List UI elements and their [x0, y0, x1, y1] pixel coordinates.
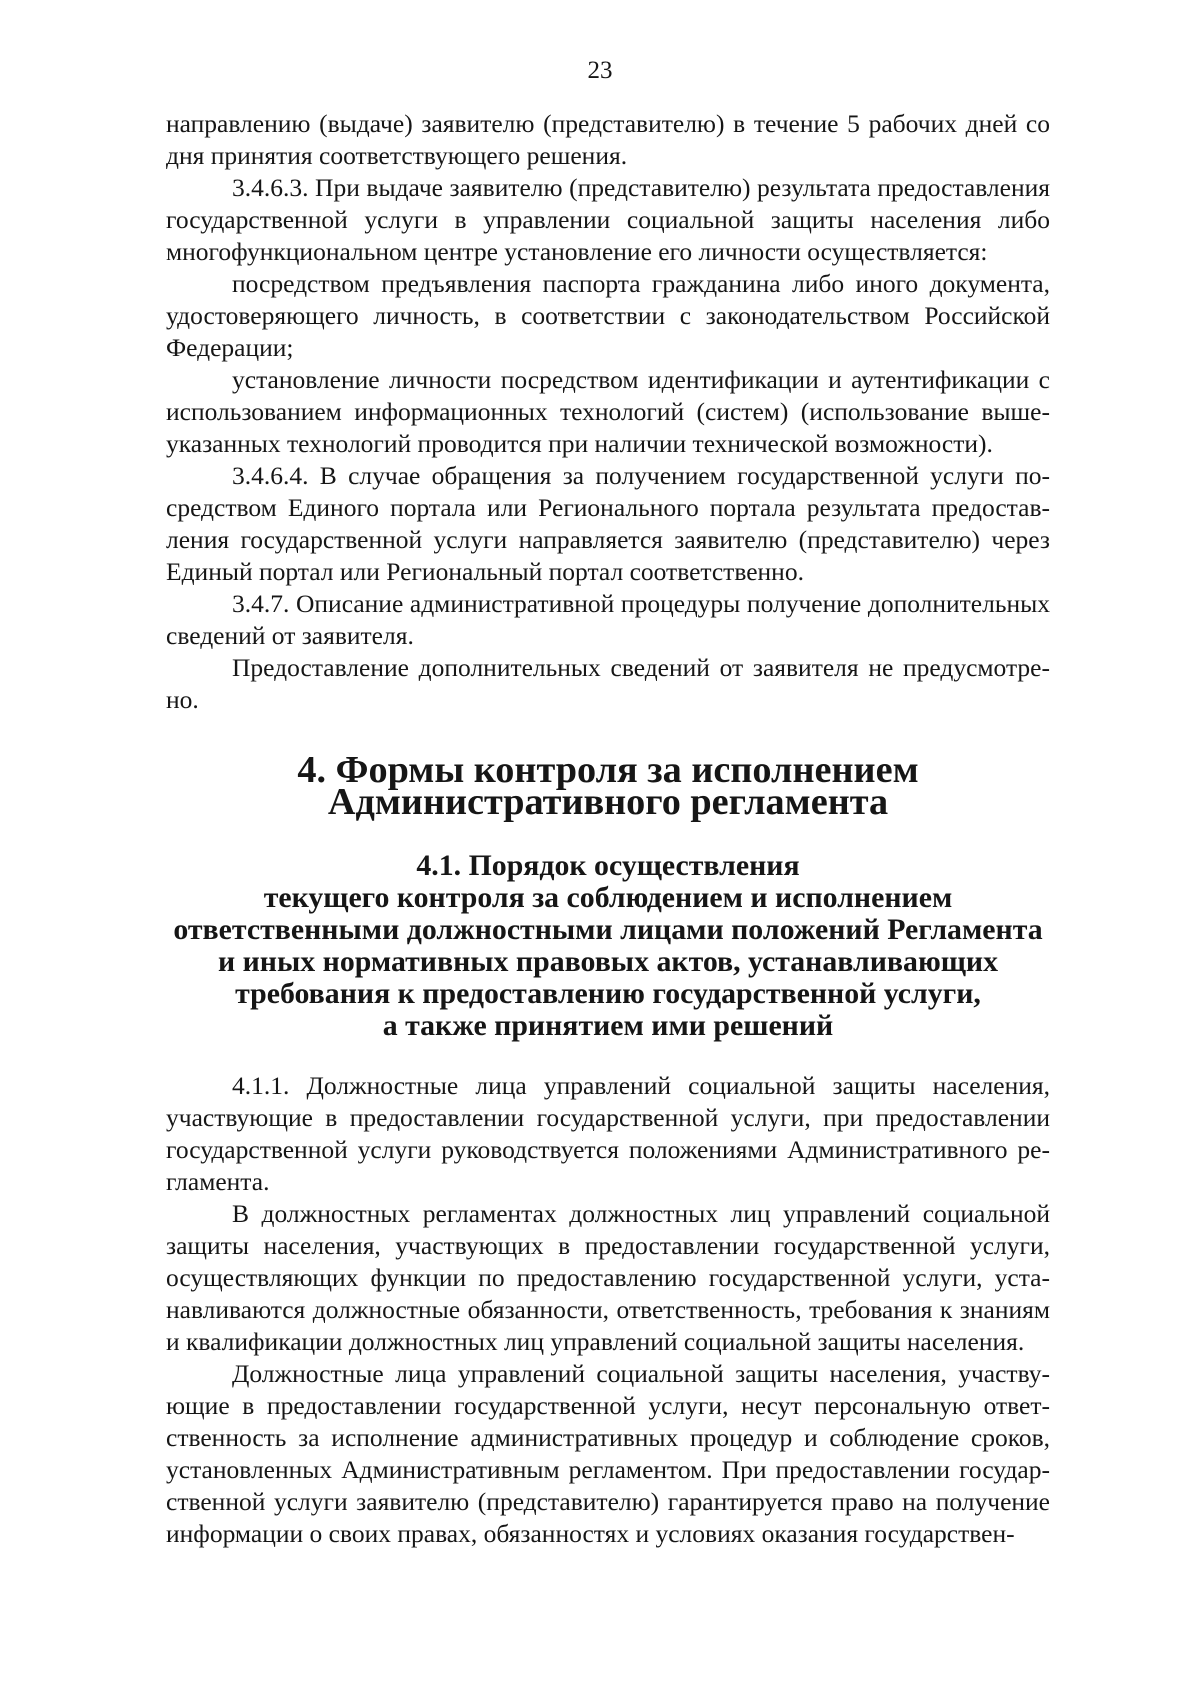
bottom-paragraphs	[166, 1070, 1050, 1550]
page-content	[166, 108, 1050, 1550]
subsection-heading-line: а также принятием ими решений	[382, 1009, 834, 1042]
paragraph: посредством предъявления паспорта гражданина либо иного документа, удостоверяющего личность, в соответствии с законодательством Российской Федерации;	[166, 269, 1050, 362]
subsection-heading-line: требования к предоставлению государственной услуги,	[235, 977, 981, 1010]
section-heading	[166, 749, 1050, 823]
paragraph: направлению (выдаче) заявителю (представителю) в течение 5 рабочих дней со дня принятия соответствующего решения.	[166, 109, 1050, 170]
paragraph: 3.4.6.4. В случае обращения за получением государственной услуги посредством Единого портала или Регионального портала результата предоставления государственной услуги направляется заявителю (представителю) через Единый портал или Региональный портал соответственно.	[166, 461, 1050, 586]
paragraph: 4.1.1. Должностные лица управлений социальной защиты населения, участвующие в предоставлении государственной услуги, при предоставлении государственной услуги руководствуется положениями Административного регламента.	[166, 1071, 1050, 1196]
subsection-heading-line: текущего контроля за соблюдением и исполнением	[263, 881, 953, 914]
paragraph: установление личности посредством идентификации и аутентификации с использованием информационных технологий (систем) (использование вышеуказанных технологий проводится при наличии технической возможности).	[166, 365, 1050, 458]
paragraph: 3.4.6.3. При выдаче заявителю (представителю) результата предоставления государственной услуги в управлении социальной защиты населения либо многофункциональном центре установление его личности осуществляется:	[166, 173, 1050, 266]
paragraph: 3.4.7. Описание административной процедуры получение дополнительных сведений от заявителя.	[166, 589, 1050, 650]
subsection-heading-line: ответственными должностными лицами положений Регламента	[173, 913, 1043, 946]
subsection-heading-line: и иных нормативных правовых актов, устанавливающих	[217, 945, 999, 978]
paragraph: В должностных регламентах должностных лиц управлений социальной защиты населения, участвующих в предоставлении государственной услуги, осуществляющих функции по предоставлению государственной услуги, устанавливаются должностные обязанности, ответственность, требования к знаниям и квалификации должностных лиц управлений социальной защиты населения.	[166, 1199, 1050, 1356]
paragraph: Предоставление дополнительных сведений от заявителя не предусмотрено.	[166, 653, 1050, 714]
top-paragraphs	[166, 108, 1050, 716]
subsection-heading-line: 4.1. Порядок осуществления	[416, 849, 800, 882]
paragraph: Должностные лица управлений социальной защиты населения, участвующие в предоставлении государственной услуги, несут персональную ответственность за исполнение административных процедур и соблюдение сроков, установленных Административным регламентом. При предоставлении государственной услуги заявителю (представителю) гарантируется право на получение информации о своих правах, обязанностях и условиях оказания государствен-	[166, 1359, 1050, 1548]
section-heading-line: 4. Формы контроля за исполнением	[297, 749, 919, 791]
section-heading-line: Административного регламента	[327, 781, 889, 823]
subsection-heading	[166, 850, 1050, 1042]
page-number: 23	[587, 57, 613, 84]
